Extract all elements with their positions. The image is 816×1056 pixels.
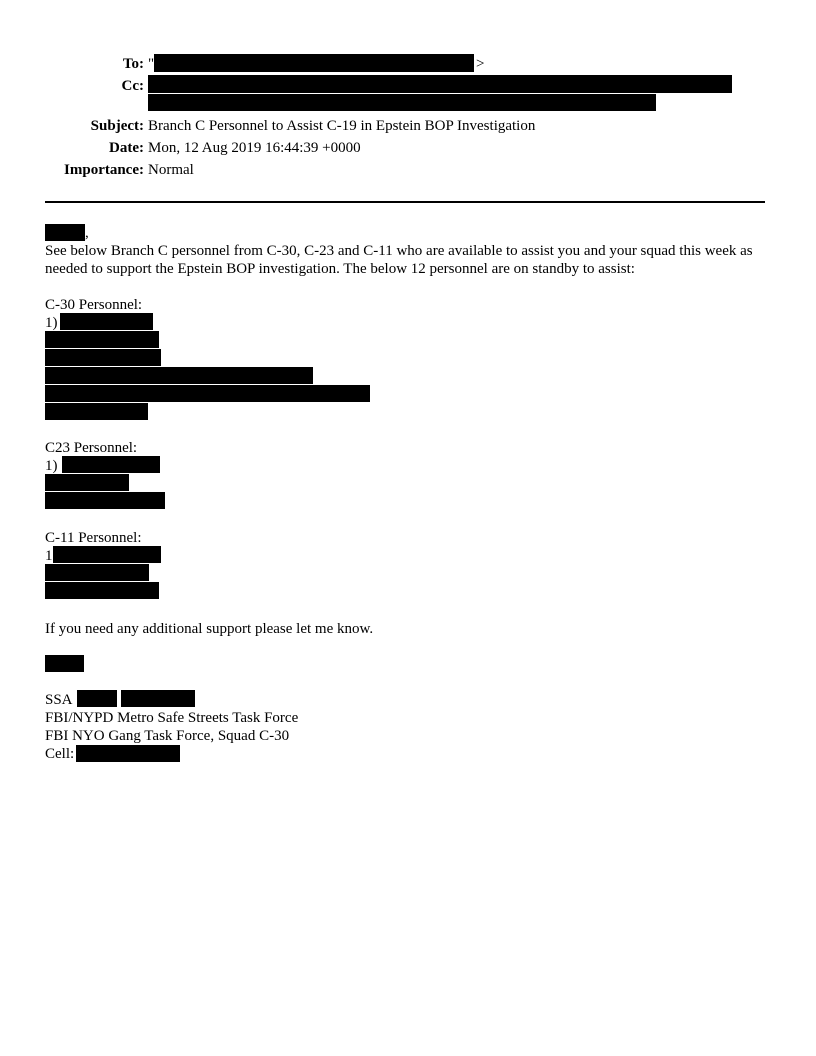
header-divider (45, 201, 765, 203)
redaction-c11-1 (53, 546, 161, 563)
c23-heading: C23 Personnel: (45, 440, 138, 456)
redaction-c30-1 (60, 313, 153, 330)
signature-line2: FBI NYO Gang Task Force, Squad C-30 (45, 728, 290, 744)
redaction-c23-2 (45, 474, 129, 491)
redaction-cell-number (76, 745, 180, 762)
subject-value: Branch C Personnel to Assist C-19 in Epstein BOP Investigation (148, 118, 536, 134)
redaction-sig-last (121, 690, 195, 707)
to-suffix: > (476, 56, 485, 72)
closing-line: If you need any additional support please let me know. (45, 621, 374, 637)
c30-item-prefix: 1) (45, 315, 58, 331)
c23-item-prefix: 1) (45, 458, 58, 474)
redaction-to (154, 54, 474, 72)
greeting-comma: , (85, 225, 89, 241)
date-value: Mon, 12 Aug 2019 16:44:39 +0000 (148, 140, 361, 156)
redaction-cc-line1 (148, 75, 732, 93)
redaction-c30-5 (45, 385, 370, 402)
to-label: To: (122, 56, 144, 72)
importance-label: Importance: (64, 162, 144, 178)
c11-item-prefix: 1 (45, 548, 53, 564)
signature-line1: FBI/NYPD Metro Safe Streets Task Force (45, 710, 299, 726)
to-prefix: " (148, 56, 155, 72)
redaction-greeting-name (45, 224, 85, 241)
date-label: Date: (109, 140, 144, 156)
signature-title: SSA (45, 692, 73, 708)
redaction-c30-6 (45, 403, 148, 420)
redaction-sender-name (45, 655, 84, 672)
redaction-c30-2 (45, 331, 159, 348)
redaction-c30-4 (45, 367, 313, 384)
redaction-sig-first (77, 690, 117, 707)
redaction-c30-3 (45, 349, 161, 366)
intro-paragraph: See below Branch C personnel from C-30, C-23 and C-11 who are available to assist you and your squad this week as needed to support the Epstein BOP investigation. The below 12 personnel are on standby to assist: (45, 243, 753, 277)
subject-label: Subject: (90, 118, 144, 134)
redaction-c23-3 (45, 492, 165, 509)
c11-heading: C-11 Personnel: (45, 530, 142, 546)
subject-row (0, 116, 816, 136)
importance-value: Normal (148, 162, 194, 178)
redaction-c11-2 (45, 564, 149, 581)
signature-cell-label: Cell: (45, 746, 75, 762)
redaction-cc-line2 (148, 94, 656, 111)
c30-heading: C-30 Personnel: (45, 297, 143, 313)
date-row (0, 138, 816, 158)
redaction-c23-1 (62, 456, 160, 473)
redaction-c11-3 (45, 582, 159, 599)
cc-label: Cc: (121, 78, 144, 94)
importance-row (0, 160, 816, 180)
